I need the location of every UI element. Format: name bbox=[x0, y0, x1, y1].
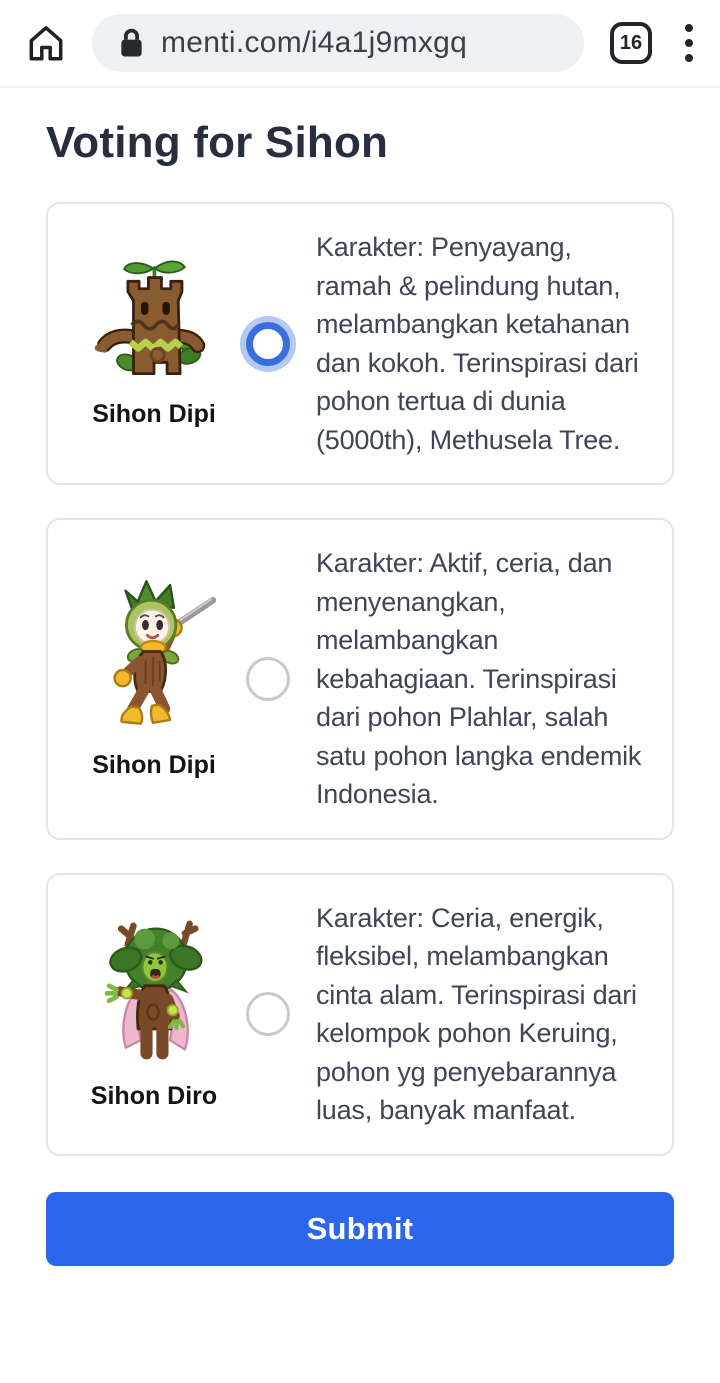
option-description: Karakter: Penyayang, ramah & pelindung hutan, melambangkan ketahanan dan kokoh. Terinspirasi dari pohon tertua di dunia (5000th), Methusela Tree. bbox=[316, 232, 639, 455]
option-figure bbox=[72, 577, 236, 780]
kebab-menu-icon bbox=[685, 24, 693, 32]
browser-toolbar bbox=[0, 0, 720, 88]
url-text: menti.com/i4a1j9mxgq bbox=[161, 26, 468, 59]
option-radio[interactable] bbox=[246, 657, 290, 701]
option-name-label: Sihon Diro bbox=[90, 1081, 218, 1110]
page-title: Voting for Sihon bbox=[46, 118, 389, 167]
option-name-label: Sihon Dipi bbox=[92, 751, 216, 780]
lock-icon bbox=[118, 27, 145, 59]
option-radio[interactable] bbox=[246, 322, 290, 366]
option-radio[interactable] bbox=[246, 992, 290, 1036]
home-button[interactable] bbox=[24, 21, 68, 65]
submit-button[interactable]: Submit bbox=[46, 1192, 674, 1266]
option-card-sihon-diro[interactable] bbox=[46, 873, 674, 1156]
vote-page bbox=[0, 118, 720, 1266]
sihon-dipi-leaf-illustration bbox=[78, 577, 230, 747]
browser-menu-button[interactable] bbox=[682, 22, 696, 64]
tab-switcher-button[interactable] bbox=[610, 22, 652, 64]
option-card-sihon-dipi-2[interactable] bbox=[46, 518, 674, 840]
option-figure bbox=[72, 258, 236, 429]
option-description: Karakter: Ceria, energik, fleksibel, melambangkan cinta alam. Terinspirasi dari kelompok pohon Keruing, pohon yg penyebarannya luas, banyak manfaat. bbox=[316, 902, 637, 1125]
option-description: Karakter: Aktif, ceria, dan menyenangkan, melambangkan kebahagiaan. Terinspirasi dari pohon Plahlar, salah satu pohon langka endemik Indonesia. bbox=[316, 548, 642, 809]
address-bar[interactable] bbox=[92, 14, 584, 72]
option-figure bbox=[72, 918, 236, 1111]
sihon-dipi-tree-illustration bbox=[79, 258, 229, 396]
option-name-label: Sihon Dipi bbox=[92, 400, 216, 428]
option-card-sihon-dipi-1[interactable] bbox=[46, 202, 674, 485]
sihon-diro-illustration bbox=[79, 918, 229, 1078]
home-icon bbox=[25, 22, 67, 64]
tab-count: 16 bbox=[619, 31, 643, 54]
